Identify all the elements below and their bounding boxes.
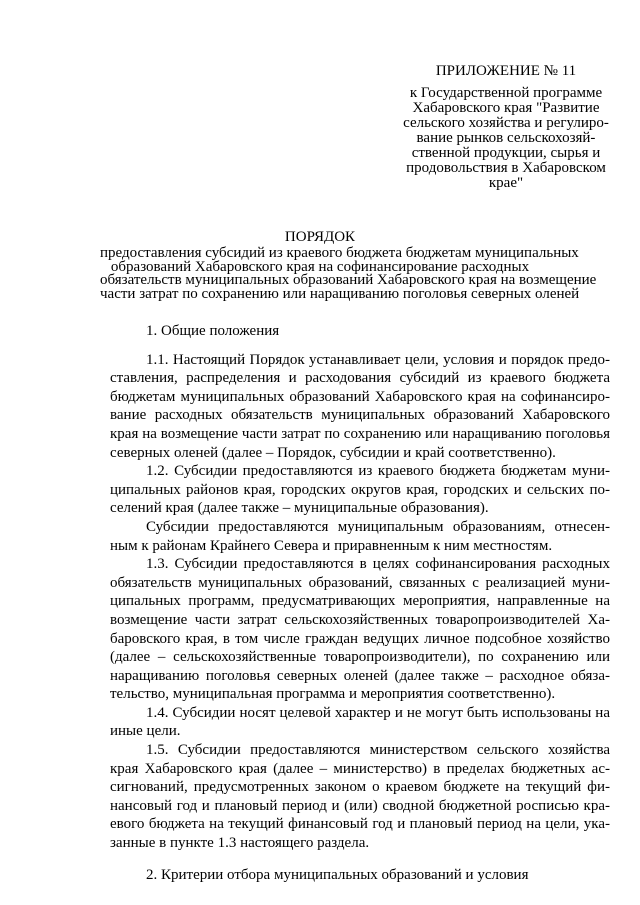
subtitle-line: обязательств муниципальных образований Хабаровского края на возмещение (100, 272, 597, 288)
appendix-block (390, 62, 622, 191)
paragraph-line: баровского края, в том числе граждан ведущих личное подсобное хозяйство (110, 630, 610, 647)
document-title: ПОРЯДОК (284, 229, 356, 245)
paragraph-line: 1.3. Субсидии предоставляются в целях софинансирования расходных (146, 556, 610, 573)
paragraph-line: (далее – сельскохозяйственные товаропроизводители), по сохранению или (110, 649, 610, 666)
appendix-line: Хабаровского края "Развитие (412, 100, 600, 116)
appendix-line: вание рынков сельскохозяй- (416, 130, 596, 146)
paragraph-1-3 (110, 555, 610, 704)
paragraph-1-5 (110, 741, 610, 853)
paragraph-line: нансовый год и плановый период и (или) сводной бюджетной росписью кра- (110, 797, 610, 814)
paragraph-line: 1.1. Настоящий Порядок устанавливает цели, условия и порядок предо- (146, 351, 610, 368)
section-1-heading: 1. Общие положения (146, 323, 280, 339)
paragraph-line: ставления, распределения и расходования субсидий из краевого бюджета (110, 370, 610, 387)
paragraph-line: ным к районам Крайнего Севера и приравненным к ним местностям. (110, 537, 553, 554)
appendix-line: сельского хозяйства и регулиро- (403, 115, 609, 131)
paragraph-line: ципальных районов края, городских округов края, городских и сельских по- (110, 481, 610, 498)
subtitle-line: предоставления субсидий из краевого бюджета бюджетам муниципальных (100, 245, 579, 261)
paragraph-line: возмещение части затрат сельскохозяйственных товаропроизводителей Ха- (110, 611, 610, 628)
paragraph-1-2 (110, 462, 610, 518)
paragraph-line: 1.4. Субсидии носят целевой характер и не могут быть использованы на (146, 704, 610, 721)
paragraph-1-2-b (110, 518, 610, 555)
subtitle-line: части затрат по сохранению или наращиванию поголовья северных оленей (100, 285, 580, 302)
appendix-title: ПРИЛОЖЕНИЕ № 11 (435, 63, 577, 79)
paragraph-line: тельство, муниципальная программа и мероприятия соответственно). (110, 686, 556, 703)
paragraph-line: вание расходных обязательств муниципальных образований Хабаровского (110, 407, 610, 424)
paragraph-line: 1.5. Субсидии предоставляются министерством сельского хозяйства (146, 742, 610, 759)
paragraph-line: бюджетам муниципальных образований Хабаровского края на софинансиро- (110, 388, 610, 405)
paragraph-line: занные в пункте 1.3 настоящего раздела. (110, 835, 370, 852)
paragraph-1-1 (110, 351, 610, 463)
paragraph-1-4 (110, 704, 610, 741)
paragraph-line: евого бюджета на текущий финансовый год и плановый период на цели, ука- (110, 816, 610, 833)
paragraph-line: северных оленей (далее – Порядок, субсидии и край соответственно). (110, 444, 556, 461)
subtitle-line: образований Хабаровского края на софинансирование расходных (110, 258, 530, 275)
paragraph-line: сигнований, предусмотренных законом о краевом бюджете на текущий фи- (110, 779, 610, 796)
document-subtitle (100, 245, 597, 302)
paragraph-line: 1.2. Субсидии предоставляются из краевого бюджета бюджетам муни- (146, 463, 610, 480)
paragraph-line: обязательств муниципальных образований, связанных с реализацией муни- (110, 574, 610, 591)
paragraph-line: Субсидии предоставляются муниципальным образованиям, отнесен- (146, 518, 610, 535)
appendix-line: к Государственной программе (409, 85, 603, 101)
paragraph-line: края на возмещение части затрат по сохранению или наращиванию поголовья (110, 425, 610, 442)
paragraph-line: края Хабаровского края (далее – министерство) в пределах бюджетных ас- (110, 760, 610, 777)
paragraph-line: иные цели. (110, 723, 181, 740)
paragraph-line: ципальных программ, предусматривающих мероприятия, направленные на (110, 593, 610, 610)
paragraph-line: селений края (далее также – муниципальные образования). (110, 500, 489, 517)
appendix-line: ственной продукции, сырья и (411, 145, 601, 161)
section-2-heading: 2. Критерии отбора муниципальных образований и условия (146, 866, 529, 883)
appendix-line: продовольствия в Хабаровском (406, 160, 606, 176)
paragraph-line: наращиванию поголовья северных оленей (далее также – расходное обяза- (110, 667, 610, 684)
appendix-line: крае" (488, 175, 524, 191)
document-body (110, 322, 610, 884)
